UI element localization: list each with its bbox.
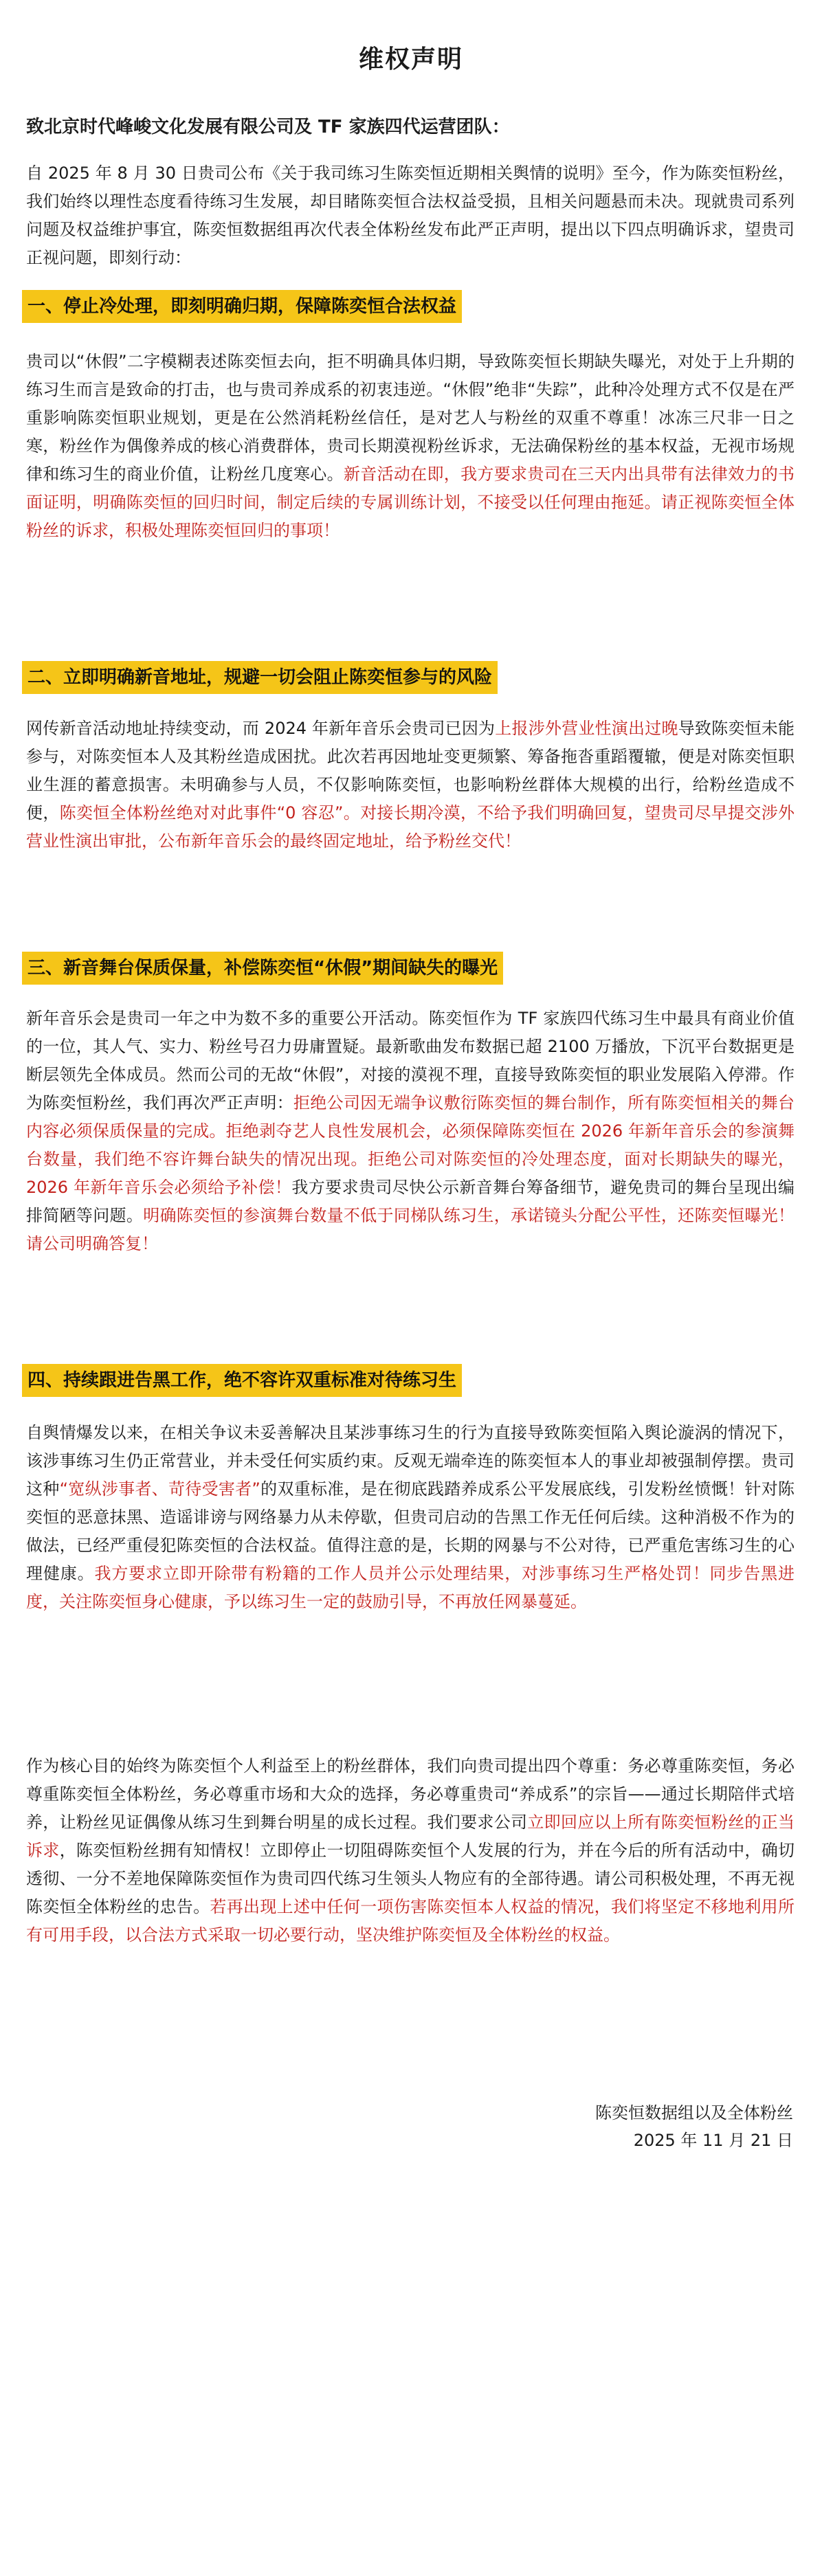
section-3-demand-a: 拒绝公司因无端争议敷衍陈奕恒的舞台制作，所有陈奕恒相关的舞台内容必须保质保量的完成。拒绝剥夺艺人良性发展机会，必须保障陈奕恒在 2026 年新年音乐会的参演舞台数量，我们绝不容许舞台缺失的情况出现。拒绝公司对陈奕恒的冷处理态度，面对长期缺失的曝光，2026 年新年音乐会必须给予补偿！ [26, 1093, 795, 1197]
section-4-highlight-a: “宽纵涉事者、苛待受害者” [59, 1479, 260, 1499]
section-2-paragraph [26, 715, 795, 855]
section-3-paragraph [26, 1005, 795, 1258]
section-1-heading: 一、停止冷处理，即刻明确归期，保障陈奕恒合法权益 [22, 290, 462, 323]
section-4-demand: 我方要求立即开除带有粉籍的工作人员并公示处理结果，对涉事练习生严格处罚！同步告黑进度，关注陈奕恒身心健康，予以练习生一定的鼓励引导，不再放任网暴蔓延。 [26, 1564, 795, 1611]
closing-paragraph [26, 1752, 795, 1949]
section-2-highlight-a: 上报涉外营业性演出过晚 [495, 719, 678, 738]
signature-block [595, 2099, 793, 2154]
section-4-body-b: 的双重标准，是在彻底践踏养成系公平发展底线，引发粉丝愤慨！针对陈奕恒的恶意抹黑、造谣诽谤与网络暴力从未停歇，但贵司启动的告黑工作无任何后续。这种消极不作为的做法，已经严重侵犯陈奕恒的合法权益。值得注意的是，长期的网暴与不公对待，已严重危害练习生的心理健康。 [26, 1479, 795, 1583]
document-title: 维权声明 [358, 45, 463, 74]
section-1-paragraph [26, 348, 795, 545]
section-1-demand: 新音活动在即，我方要求贵司在三天内出具带有法律效力的书面证明，明确陈奕恒的回归时间，制定后续的专属训练计划，不接受以任何理由拖延。请正视陈奕恒全体粉丝的诉求，积极处理陈奕恒回归的事项！ [26, 464, 795, 540]
addressee: 致北京时代峰峻文化发展有限公司及 TF 家族四代运营团队： [26, 117, 510, 137]
closing-demand: 若再出现上述中任何一项伤害陈奕恒本人权益的情况，我们将坚定不移地利用所有可用手段，以合法方式采取一切必要行动，坚决维护陈奕恒及全体粉丝的权益。 [26, 1897, 795, 1945]
closing-highlight-a: 立即回应以上所有陈奕恒粉丝的正当诉求 [26, 1813, 795, 1860]
section-2-heading: 二、立即明确新音地址，规避一切会阻止陈奕恒参与的风险 [22, 661, 498, 694]
section-2-body-b: 导致陈奕恒未能参与，对陈奕恒本人及其粉丝造成困扰。此次若再因地址变更频繁、筹备拖沓重蹈覆辙，便是对陈奕恒职业生涯的蓄意损害。未明确参与人员，不仅影响陈奕恒，也影响粉丝群体大规模的出行，给粉丝造成不便， [26, 719, 795, 822]
section-2-body-a: 网传新音活动地址持续变动，而 2024 年新年音乐会贵司已因为 [26, 719, 496, 738]
section-2-demand: 陈奕恒全体粉丝绝对对此事件“0 容忍”。对接长期冷漠，不给予我们明确回复，望贵司尽早提交涉外营业性演出审批，公布新年音乐会的最终固定地址，给予粉丝交代！ [26, 803, 795, 851]
signature-org: 陈奕恒数据组以及全体粉丝 [595, 2103, 793, 2123]
signature-date: 2025 年 11 月 21 日 [633, 2131, 793, 2150]
section-1-body: 贵司以“休假”二字模糊表述陈奕恒去向，拒不明确具体归期，导致陈奕恒长期缺失曝光，对处于上升期的练习生而言是致命的打击，也与贵司养成系的初衷违逆。“休假”绝非“失踪”，此种冷处理方式不仅是在严重影响陈奕恒职业规划，更是在公然消耗粉丝信任，是对艺人与粉丝的双重不尊重！冰冻三尺非一日之寒，粉丝作为偶像养成的核心消费群体，贵司长期漠视粉丝诉求，无法确保粉丝的基本权益，无视市场规律和练习生的商业价值，让粉丝几度寒心。 [26, 352, 795, 484]
section-4-paragraph [26, 1419, 795, 1616]
section-3-body-b: 我方要求贵司尽快公示新音舞台筹备细节，避免贵司的舞台呈现出编排简陋等问题。 [26, 1178, 795, 1225]
section-4-body-a: 自舆情爆发以来，在相关争议未妥善解决且某涉事练习生的行为直接导致陈奕恒陷入舆论漩涡的情况下，该涉事练习生仍正常营业，并未受任何实质约束。反观无端牵连的陈奕恒本人的事业却被强制停摆。贵司这种 [26, 1423, 795, 1499]
section-3-demand-b: 明确陈奕恒的参演舞台数量不低于同梯队练习生，承诺镜头分配公平性，还陈奕恒曝光！请公司明确答复！ [26, 1206, 795, 1253]
closing-body-a: 作为核心目的始终为陈奕恒个人利益至上的粉丝群体，我们向贵司提出四个尊重：务必尊重陈奕恒，务必尊重陈奕恒全体粉丝，务必尊重市场和大众的选择，务必尊重贵司“养成系”的宗旨——通过长期陪伴式培养，让粉丝见证偶像从练习生到舞台明星的成长过程。我们要求公司 [26, 1756, 795, 1832]
section-3-heading: 三、新音舞台保质保量，补偿陈奕恒“休假”期间缺失的曝光 [22, 952, 503, 985]
intro-paragraph: 自 2025 年 8 月 30 日贵司公布《关于我司练习生陈奕恒近期相关舆情的说明》至今，作为陈奕恒粉丝，我们始终以理性态度看待练习生发展，却目睹陈奕恒合法权益受损，且相关问题悬而未决。现就贵司系列问题及权益维护事宜，陈奕恒数据组再次代表全体粉丝发布此严正声明，提出以下四点明确诉求，望贵司正视问题，即刻行动： [26, 164, 795, 267]
section-4-heading: 四、持续跟进告黑工作，绝不容许双重标准对待练习生 [22, 1364, 462, 1397]
section-3-body-a: 新年音乐会是贵司一年之中为数不多的重要公开活动。陈奕恒作为 TF 家族四代练习生中最具有商业价值的一位，其人气、实力、粉丝号召力毋庸置疑。最新歌曲发布数据已超 2100 万播放，下沉平台数据更是断层领先全体成员。然而公司的无故“休假”，对接的漠视不理，直接导致陈奕恒的职业发展陷入停滞。作为陈奕恒粉丝，我们再次严正声明： [26, 1009, 795, 1112]
closing-body-b: ，陈奕恒粉丝拥有知情权！立即停止一切阻碍陈奕恒个人发展的行为，并在今后的所有活动中，确切透彻、一分不差地保障陈奕恒作为贵司四代练习生领头人物应有的全部待遇。请公司积极处理，不再无视陈奕恒全体粉丝的忠告。 [26, 1841, 795, 1916]
